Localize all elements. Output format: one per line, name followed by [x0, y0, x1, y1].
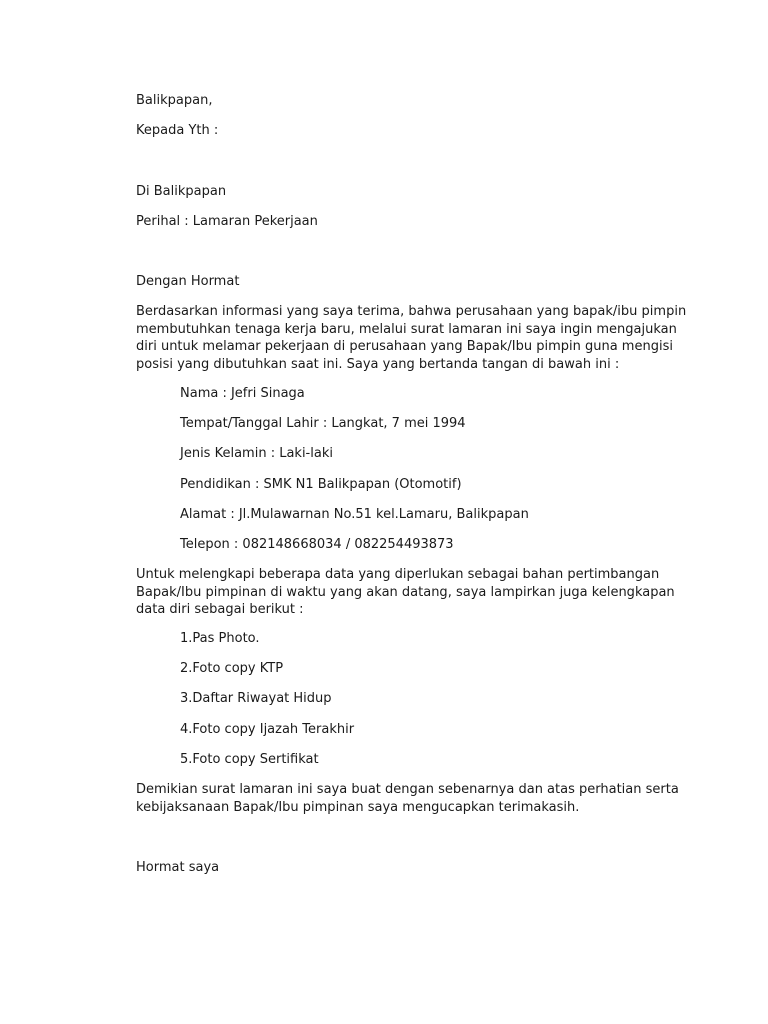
- closing-line: kebijaksanaan Bapak/Ibu pimpinan saya mengucapkan terimakasih.: [136, 799, 580, 815]
- letter-greeting: Dengan Hormat: [136, 274, 240, 289]
- closing-line: Demikian surat lamaran ini saya buat dengan sebenarnya dan atas perhatian serta: [136, 782, 679, 797]
- attachment-intro-paragraph: [136, 566, 675, 619]
- attachment-intro-line: Bapak/Ibu pimpinan di waktu yang akan datang, saya lampirkan juga kelengkapan: [136, 584, 675, 600]
- personal-address: Alamat : Jl.Mulawarnan No.51 kel.Lamaru, Balikpapan: [180, 507, 529, 522]
- letter-signoff: Hormat saya: [136, 860, 220, 875]
- personal-gender: Jenis Kelamin : Laki-laki: [180, 446, 333, 461]
- personal-phone: Telepon : 082148668034 / 082254493873: [180, 537, 454, 552]
- attachment-item: 5.Foto copy Sertifikat: [180, 752, 319, 767]
- personal-name: Nama : Jefri Sinaga: [180, 386, 305, 401]
- personal-birth: Tempat/Tanggal Lahir : Langkat, 7 mei 1994: [180, 416, 466, 431]
- intro-line: diri untuk melamar pekerjaan di perusahaan yang Bapak/Ibu pimpin guna mengisi: [136, 339, 673, 354]
- intro-paragraph: [136, 303, 687, 373]
- letter-location: Di Balikpapan: [136, 184, 227, 199]
- attachment-intro-line: Untuk melengkapi beberapa data yang diperlukan sebagai bahan pertimbangan: [136, 567, 660, 582]
- letter-addressee: Kepada Yth :: [136, 123, 219, 138]
- closing-paragraph: [136, 781, 679, 816]
- attachment-item: 4.Foto copy Ijazah Terakhir: [180, 722, 355, 737]
- attachment-item: 2.Foto copy KTP: [180, 661, 284, 676]
- attachment-item: 3.Daftar Riwayat Hidup: [180, 691, 332, 706]
- attachment-item: 1.Pas Photo.: [180, 631, 260, 646]
- intro-line: posisi yang dibutuhkan saat ini. Saya yang bertanda tangan di bawah ini :: [136, 356, 620, 372]
- letter-place: Balikpapan,: [136, 93, 213, 108]
- letter-subject: Perihal : Lamaran Pekerjaan: [136, 214, 318, 229]
- intro-line: membutuhkan tenaga kerja baru, melalui surat lamaran ini saya ingin mengajukan: [136, 321, 677, 337]
- attachment-intro-line: data diri sebagai berikut :: [136, 602, 304, 617]
- intro-line: Berdasarkan informasi yang saya terima, bahwa perusahaan yang bapak/ibu pimpin: [136, 304, 687, 319]
- personal-education: Pendidikan : SMK N1 Balikpapan (Otomotif): [180, 477, 462, 492]
